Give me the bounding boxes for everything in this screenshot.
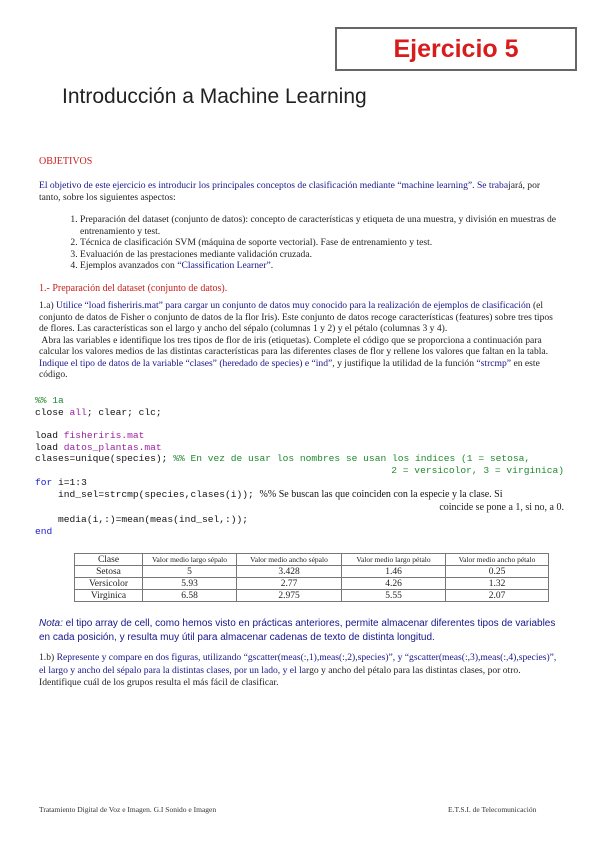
- table-cell: Setosa: [75, 566, 143, 578]
- exercise-title: Ejercicio 5: [393, 34, 519, 63]
- table-cell: Versicolor: [75, 578, 143, 590]
- code-line-11: end: [35, 526, 53, 537]
- paragraph-1a-text-1: (el conjunto de datos de Fisher o conjunto de datos de la flor Iris). Este conjunto de datos recoge características (features) sobre tres tipos de flores. Las características son el largo y ancho del sépalo (columnas 1 y 2) y el pétalo (columnas 3 y 4).: [39, 300, 553, 334]
- table-cell: Virginica: [75, 590, 143, 602]
- code-line-4: [35, 442, 162, 454]
- document-subtitle: Introducción a Machine Learning: [62, 85, 367, 108]
- table-row: [75, 590, 549, 602]
- paragraph-1a: [39, 300, 563, 381]
- strcmp-highlight: “strcmp”: [476, 357, 512, 369]
- code-line-6: 2 = versicolor, 3 = virginica): [391, 465, 564, 476]
- table-header-cell: Valor medio largo sépalo: [143, 554, 237, 566]
- footer-course: Tratamiento Digital de Voz e Imagen. G.I Sonido e Imagen: [39, 805, 217, 814]
- mean-values-table: [74, 553, 549, 602]
- table-cell: 1.32: [446, 578, 549, 590]
- code-line-8: [35, 489, 503, 501]
- code-string: datos_plantas.mat: [63, 442, 162, 453]
- section-1-heading: 1.- Preparación del dataset (conjunto de datos).: [39, 283, 228, 294]
- code-line-5: [35, 453, 530, 465]
- objectives-heading: OBJETIVOS: [39, 156, 93, 167]
- code-string: fisheriris.mat: [63, 430, 145, 441]
- paragraph-1a-text-3: , y justifique la utilidad de la función: [332, 357, 477, 369]
- objective-item: 2. Técnica de clasificación SVM (máquina de soporte vectorial). Fase de entrenamiento y test.: [80, 237, 583, 249]
- objectives-list: [60, 214, 583, 272]
- classification-learner-highlight: “Classification Learner”: [177, 260, 271, 271]
- code-line-9: coincide se pone a 1, si no, a 0.: [439, 502, 564, 513]
- table-cell: 2.07: [446, 590, 549, 602]
- footer-school: E.T.S.I. de Telecomunicación: [448, 805, 537, 814]
- note-label: Nota:: [39, 618, 63, 629]
- table-cell: 1.46: [342, 566, 446, 578]
- objectives-intro-highlight: El objetivo de este ejercicio es introducir los principales conceptos de clasificación mediante “machine learning”. Se traba: [39, 180, 509, 191]
- paragraph-1a-text-2: Abra las variables e identifique los tres tipos de flor de iris (etiquetas). Complete el código que se proporciona a continuación para calcular los valores medios de las distintas características para las diferentes clases de flor y rellene los valores que faltan en la tabla.: [39, 334, 549, 357]
- paragraph-1a-highlight-2: Indique el tipo de datos de la variable “clases” (heredado de species) e “ind”: [39, 357, 333, 369]
- table-cell: 2.975: [237, 590, 342, 602]
- objective-item: [80, 260, 583, 272]
- code-keyword: for: [35, 477, 53, 488]
- objective-item: 1. Preparación del dataset (conjunto de datos): concepto de características y etiqueta de una muestra, y división en muestras de entrenamiento y test.: [80, 214, 583, 237]
- table-cell: 5.93: [143, 578, 237, 590]
- code-line-10: media(i,:)=mean(meas(ind_sel,:));: [35, 514, 249, 525]
- code-text: load: [35, 430, 64, 441]
- objective-item-4-end: .: [270, 260, 274, 271]
- code-line-2: [35, 407, 162, 419]
- code-comment: %% Se buscan las que coinciden con la especie y la clase. Si: [259, 489, 503, 500]
- code-line-3: [35, 430, 144, 442]
- table-cell: 5: [143, 566, 237, 578]
- table-cell: 6.58: [143, 590, 237, 602]
- table-header-row: [75, 554, 549, 566]
- table-cell: 3.428: [237, 566, 342, 578]
- code-text: load: [35, 442, 64, 453]
- table-header-cell: Valor medio ancho pétalo: [446, 554, 549, 566]
- table-row: [75, 566, 549, 578]
- note-text: el tipo array de cell, como hemos visto en prácticas anteriores, permite almacenar diferentes tipos de variables en cada posición, y resulta muy útil para almacenar cadenas de texto de distinta longitud.: [39, 618, 556, 643]
- table-cell: 2.77: [237, 578, 342, 590]
- table-cell: 4.26: [342, 578, 446, 590]
- table-header-cell: Valor medio largo pétalo: [342, 554, 446, 566]
- code-line-7: [35, 477, 87, 489]
- objectives-intro: [39, 180, 563, 203]
- paragraph-1a-text-4: en este código.: [39, 357, 540, 380]
- table-header-cell: Clase: [75, 554, 143, 566]
- code-string: all: [69, 407, 87, 418]
- code-text: close: [35, 407, 70, 418]
- paragraph-1b-label: 1.b): [39, 652, 57, 663]
- paragraph-1b-highlight: Represente y compare en dos figuras, utilizando “gscatter(meas(:,1),meas(:,2),species)”, y “gscatter(meas(:,3),meas(:,4),species)”, el largo y ancho del sépalo para la distintas clases, por un lado, y el la: [39, 652, 557, 676]
- paragraph-1a-highlight-1: Utilice “load fisheriris.mat” para cargar un conjunto de datos muy conocido para la realización de ejemplos de clasificación: [56, 300, 531, 311]
- table-cell: 5.55: [342, 590, 446, 602]
- paragraph-1a-label: 1.a): [39, 300, 57, 311]
- code-text: ; clear; clc;: [86, 407, 162, 418]
- table-cell: 0.25: [446, 566, 549, 578]
- code-text: ind_sel=strcmp(species,clases(i));: [35, 489, 260, 500]
- objective-item: 3. Evaluación de las prestaciones mediante validación cruzada.: [80, 249, 583, 261]
- paragraph-1b-text: rgo y ancho del pétalo para las distintas clases, por otro. Identifique cuál de los grupos resulta el más fácil de clasificar.: [39, 664, 521, 688]
- code-line-1: %% 1a: [35, 395, 64, 406]
- objectives-intro-rest: jará, por tanto, sobre los siguientes aspectos:: [39, 180, 541, 203]
- note-paragraph: [39, 617, 567, 645]
- code-comment: %% En vez de usar los nombres se usan los índices (1 = setosa,: [173, 453, 531, 464]
- table-header-cell: Valor medio ancho sépalo: [237, 554, 342, 566]
- exercise-title-box: [335, 27, 577, 71]
- objective-item-4-text: Ejemplos avanzados con: [80, 260, 178, 271]
- code-text: clases=unique(species);: [35, 453, 174, 464]
- code-text: i=1:3: [52, 477, 87, 488]
- table-row: [75, 578, 549, 590]
- paragraph-1b: [39, 652, 563, 690]
